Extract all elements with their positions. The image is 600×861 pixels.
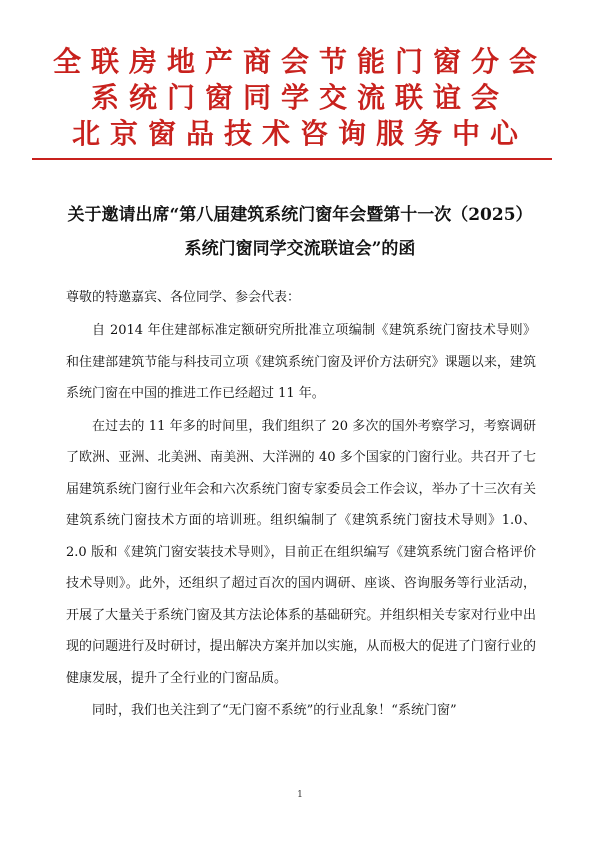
letter-body <box>66 282 536 727</box>
paragraph-2: 在过去的 11 年多的时间里，我们组织了 20 多次的国外考察学习，考察调研了欧洲、亚洲、北美洲、南美洲、大洋洲的 40 多个国家的门窗行业。共召开了七届建筑系统门窗行业年会和六次系统门窗专家委员会工作会议，举办了十三次有关建筑系统门窗技术方面的培训班。组织编制了《建筑系统门窗技术导则》1.0、2.0 版和《建筑门窗安装技术导则》，目前正在组织编写《建筑系统门窗合格评价技术导则》。此外，还组织了超过百次的国内调研、座谈、咨询服务等行业活动，开展了大量关于系统门窗及其方法论体系的基础研究。并组织相关专家对行业中出现的问题进行及时研讨，提出解决方案并加以实施，从而极大的促进了门窗行业的健康发展，提升了全行业的门窗品质。 <box>66 418 536 686</box>
document-title <box>40 198 560 266</box>
letterhead-org-1: 全联房地产商会节能门窗分会 <box>52 45 547 78</box>
title-line-1: 关于邀请出席“第八届建筑系统门窗年会暨第十一次（2025） <box>67 205 533 225</box>
letterhead-org-3: 北京窗品技术咨询服务中心 <box>71 117 528 150</box>
letterhead <box>0 44 600 152</box>
paragraph-1: 自 2014 年住建部标准定额研究所批准立项编制《建筑系统门窗技术导则》和住建部建筑节能与科技司立项《建筑系统门窗及评价方法研究》课题以来，建筑系统门窗在中国的推进工作已经超过 11 年。 <box>66 323 536 401</box>
page-number: 1 <box>297 790 303 800</box>
paragraph-3: 同时，我们也关注到了“无门窗不系统”的行业乱象！“系统门窗” <box>92 703 457 718</box>
letterhead-org-2: 系统门窗同学交流联谊会 <box>90 81 509 114</box>
salutation: 尊敬的特邀嘉宾、各位同学、参会代表： <box>66 290 301 305</box>
title-line-2: 系统门窗同学交流联谊会”的函 <box>184 239 416 259</box>
letterhead-divider <box>32 158 552 160</box>
